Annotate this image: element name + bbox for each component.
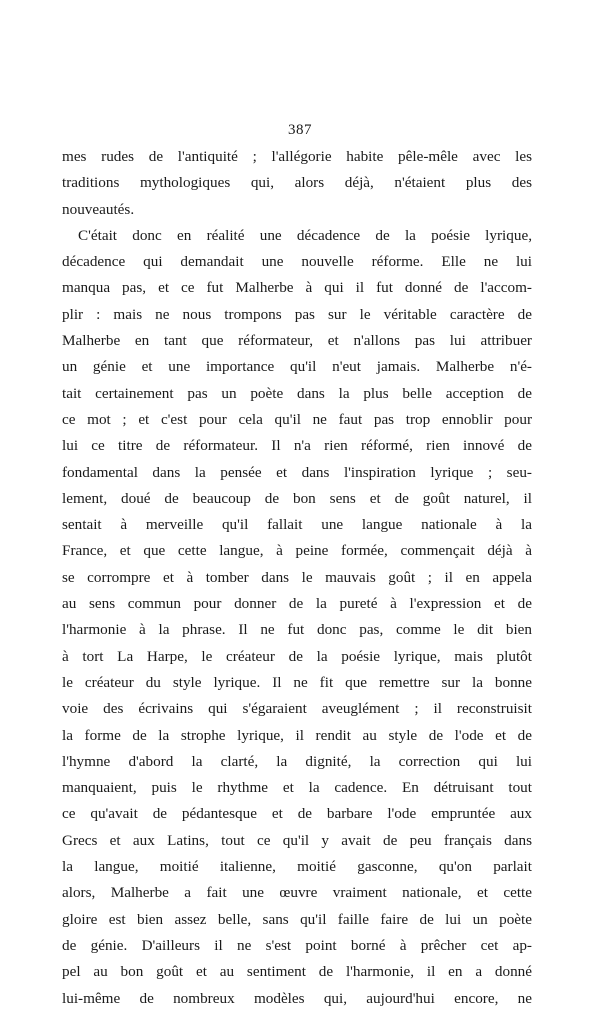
text-line: la langue, moitié italienne, moitié gasconne, qu'on parlait — [62, 858, 532, 876]
text-line: se corrompre et à tomber dans le mauvais goût ; il en appela — [62, 568, 532, 586]
text-line: la forme de la strophe lyrique, il rendit au style de l'ode et de — [62, 726, 532, 744]
text-line: tait certainement pas un poète dans la plus belle acception de — [62, 384, 532, 402]
text-line: traditions mythologiques qui, alors déjà, n'étaient plus des — [62, 174, 532, 192]
text-line: gloire est bien assez belle, sans qu'il faille faire de lui un poète — [62, 910, 532, 928]
body-text — [62, 144, 532, 1012]
text-line: France, et que cette langue, à peine formée, commençait déjà à — [62, 542, 532, 560]
text-line: lui-même de nombreux modèles qui, aujourd'hui encore, ne — [62, 989, 532, 1007]
text-line: mes rudes de l'antiquité ; l'allégorie habite pêle-mêle avec les — [62, 148, 532, 165]
text-line: nouveautés. — [62, 200, 135, 218]
text-line: fondamental dans la pensée et dans l'inspiration lyrique ; seu- — [62, 463, 532, 481]
text-line: manqua pas, et ce fut Malherbe à qui il fut donné de l'accom- — [62, 279, 532, 297]
text-line: voie des écrivains qui s'égaraient aveuglément ; il reconstruisit — [62, 700, 532, 718]
text-line: de génie. D'ailleurs il ne s'est point borné à prêcher cet ap- — [62, 936, 532, 954]
text-line: plir : mais ne nous trompons pas sur le véritable caractère de — [62, 305, 532, 323]
text-line: pel au bon goût et au sentiment de l'harmonie, il en a donné — [62, 963, 532, 981]
text-line: manquaient, puis le rhythme et la cadence. En détruisant tout — [62, 779, 532, 797]
text-line: ce qu'avait de pédantesque et de barbare l'ode empruntée aux — [62, 805, 532, 823]
text-line: sentait à merveille qu'il fallait une langue nationale à la — [62, 516, 532, 534]
text-line: ce mot ; et c'est pour cela qu'il ne faut pas trop ennoblir pour — [62, 410, 532, 428]
text-line: Grecs et aux Latins, tout ce qu'il y avait de peu français dans — [62, 831, 532, 849]
text-line: lement, doué de beaucoup de bon sens et de goût naturel, il — [62, 489, 532, 507]
page-number: 387 — [288, 122, 312, 138]
text-line: décadence qui demandait une nouvelle réforme. Elle ne lui — [62, 253, 532, 271]
text-line: C'était donc en réalité une décadence de la poésie lyrique, — [78, 226, 532, 244]
text-line: au sens commun pour donner de la pureté à l'expression et de — [62, 595, 532, 613]
text-line: l'hymne d'abord la clarté, la dignité, la correction qui lui — [62, 752, 532, 770]
text-line: Malherbe en tant que réformateur, et n'allons pas lui attribuer — [62, 332, 532, 350]
text-line: l'harmonie à la phrase. Il ne fut donc pas, comme le dit bien — [62, 621, 532, 639]
text-line: le créateur du style lyrique. Il ne fit que remettre sur la bonne — [62, 673, 532, 691]
text-line: alors, Malherbe a fait une œuvre vraiment nationale, et cette — [62, 884, 532, 902]
text-line: un génie et une importance qu'il n'eut jamais. Malherbe n'é- — [62, 358, 532, 376]
text-line: lui ce titre de réformateur. Il n'a rien réformé, rien innové de — [62, 437, 532, 455]
text-line: à tort La Harpe, le créateur de la poésie lyrique, mais plutôt — [62, 647, 532, 665]
